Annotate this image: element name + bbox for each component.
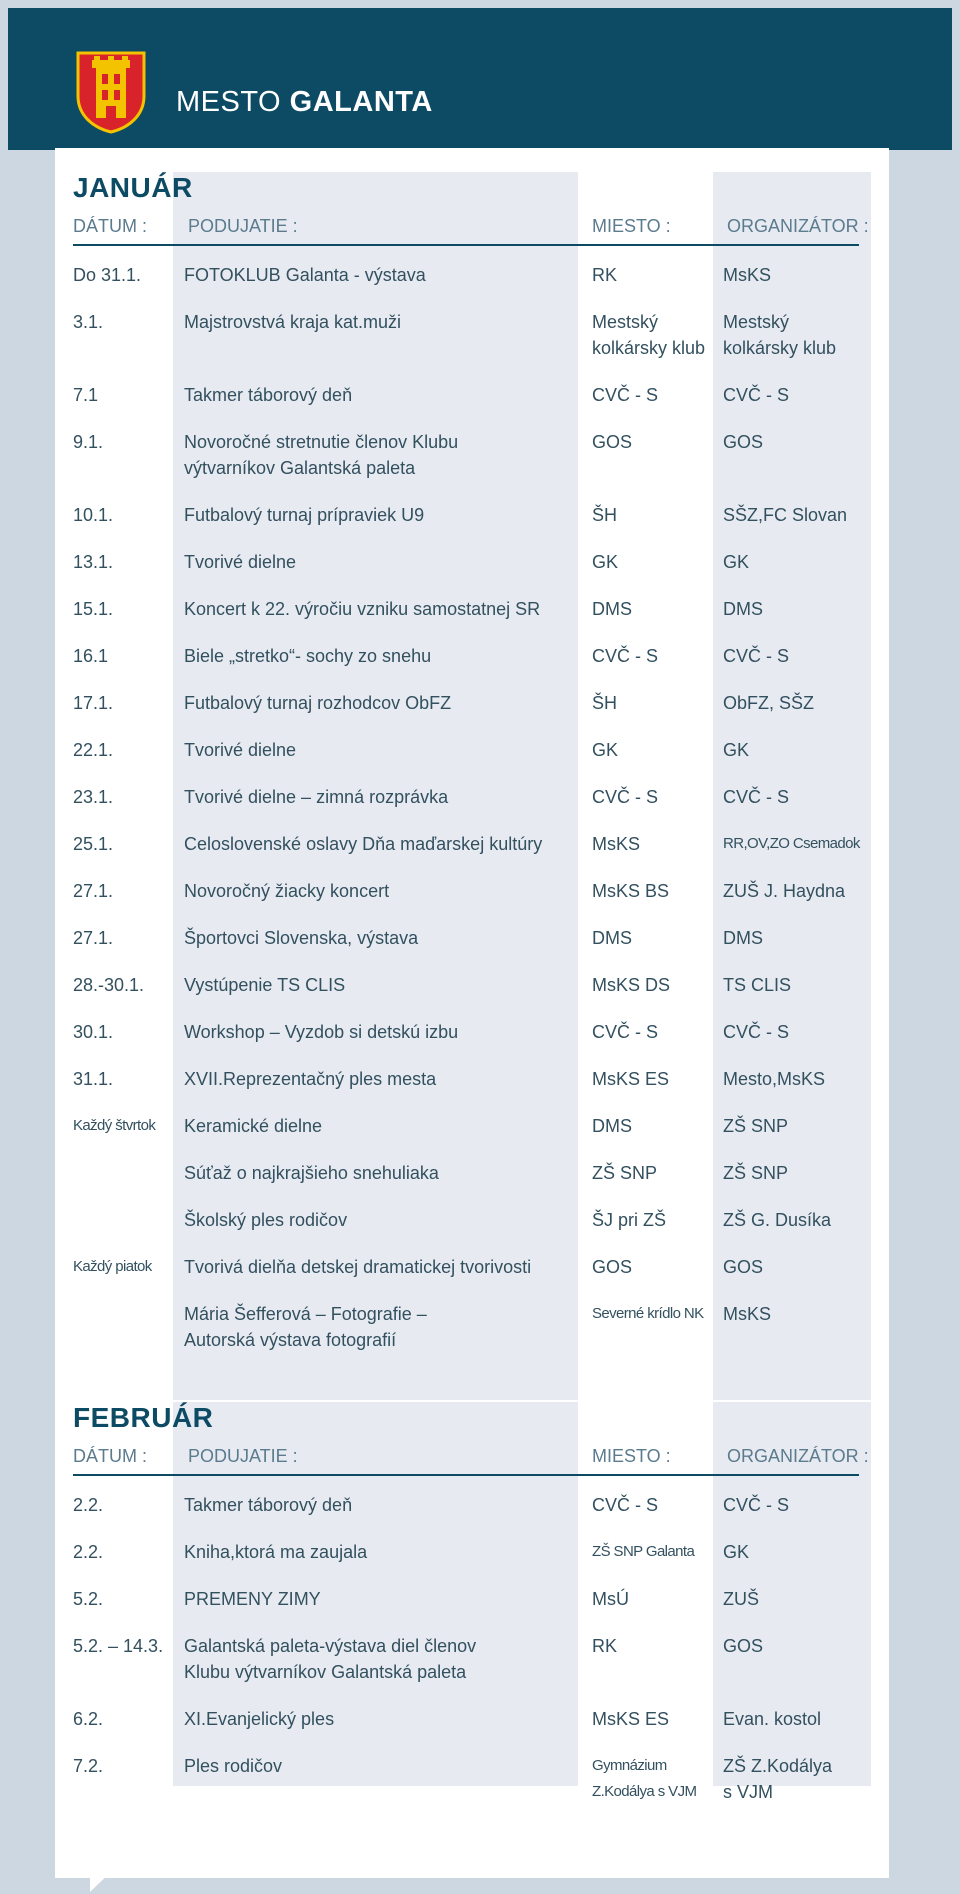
header-divider [73,1474,859,1476]
row-date: Každý štvrtok [73,1117,156,1134]
column-header-organizer: ORGANIZÁTOR : [727,1446,869,1466]
row-date: 3.1. [73,312,104,332]
row-event: PREMENY ZIMY [184,1589,321,1609]
row-organizer: SŠZ,FC Slovan [723,505,848,525]
city-title-prefix: MESTO [176,86,282,118]
row-event: Takmer táborový deň [184,1495,353,1515]
row-date: 28.-30.1. [73,975,145,995]
row-organizer: CVČ - S [723,385,790,405]
row-event: Kniha,ktorá ma zaujala [184,1542,368,1562]
row-place: ŠH [592,505,618,525]
row-place: MsKS DS [592,975,671,995]
row-place: DMS [592,599,632,619]
row-organizer: Evan. kostol [723,1709,822,1729]
row-date: 27.1. [73,928,114,948]
row-place: ŠH [592,693,618,713]
row-organizer: Mestský kolkársky klub [723,312,837,358]
column-header-place: MIESTO : [592,1446,671,1466]
row-date: 10.1. [73,505,114,525]
row-date: 2.2. [73,1495,104,1515]
month-section-february [55,1402,889,1802]
page-header [8,8,952,150]
row-organizer: CVČ - S [723,787,790,807]
row-date: 7.1 [73,385,99,405]
column-header-event: PODUJATIE : [188,216,298,236]
row-event: Tvorivé dielne – zimná rozprávka [184,787,449,807]
row-place: GK [592,552,619,572]
row-date: 6.2. [73,1709,104,1729]
row-place: RK [592,1636,618,1656]
row-organizer: GOS [723,432,764,452]
row-event: Novoročný žiacky koncert [184,881,390,901]
row-organizer: MsKS [723,1304,772,1324]
row-organizer: TS CLIS [723,975,792,995]
column-header-date: DÁTUM : [73,216,147,236]
row-event: Športovci Slovenska, výstava [184,928,419,948]
row-place: ŠJ pri ZŠ [592,1210,667,1230]
row-place: CVČ - S [592,1022,659,1042]
row-place: GK [592,740,619,760]
row-event: Novoročné stretnutie členov Klubu výtvarníkov Galantská paleta [184,432,459,478]
row-event: Súťaž o najkrajšieho snehuliaka [184,1163,439,1183]
row-date: Do 31.1. [73,265,142,285]
column-header-place: MIESTO : [592,216,671,236]
row-date: 22.1. [73,740,114,760]
row-place: GOS [592,1257,633,1277]
row-event: Tvorivá dielňa detskej dramatickej tvorivosti [184,1257,532,1277]
row-place: DMS [592,1116,632,1136]
header-divider [73,244,859,246]
row-date: 27.1. [73,881,114,901]
row-event: Futbalový turnaj rozhodcov ObFZ [184,693,452,713]
row-date: 31.1. [73,1069,114,1089]
row-event: Mária Šefferová – Fotografie – Autorská výstava fotografií [184,1304,427,1350]
row-event: XI.Evanjelický ples [184,1709,335,1729]
row-organizer: ZŠ Z.Kodálya s VJM [723,1756,833,1802]
month-title: JANUÁR [73,172,193,203]
row-place: ZŠ SNP Galanta [592,1543,695,1560]
row-date: Každý piatok [73,1258,152,1275]
row-date: 7.2. [73,1756,104,1776]
row-place: MsKS BS [592,881,670,901]
row-place: MsÚ [592,1589,629,1609]
row-event: Celoslovenské oslavy Dňa maďarskej kultúry [184,834,543,854]
row-place: Gymnázium Z.Kodálya s VJM [592,1757,697,1800]
row-organizer: CVČ - S [723,646,790,666]
row-place: CVČ - S [592,1495,659,1515]
row-date: 2.2. [73,1542,104,1562]
row-date: 13.1. [73,552,114,572]
row-date: 23.1. [73,787,114,807]
month-title: FEBRUÁR [73,1402,214,1433]
row-organizer: ZUŠ [723,1589,759,1609]
row-event: Koncert k 22. výročiu vzniku samostatnej SR [184,599,541,619]
column-header-event: PODUJATIE : [188,1446,298,1466]
row-organizer: MsKS [723,265,772,285]
row-event: Takmer táborový deň [184,385,353,405]
row-organizer: CVČ - S [723,1495,790,1515]
speech-bubble-tail [90,1844,140,1892]
row-event: Školský ples rodičov [184,1210,348,1230]
row-event: Biele „stretko“- sochy zo snehu [184,646,432,666]
row-organizer: ZŠ SNP [723,1116,789,1136]
row-organizer: ObFZ, SŠZ [723,693,815,713]
galanta-coat-of-arms-icon [74,50,148,134]
row-event: Majstrovstvá kraja kat.muži [184,312,402,332]
row-place: Mestský kolkársky klub [592,312,706,358]
row-date: 9.1. [73,432,104,452]
row-place: MsKS ES [592,1069,670,1089]
row-date: 17.1. [73,693,114,713]
row-date: 5.2. – 14.3. [73,1636,164,1656]
row-event: Tvorivé dielne [184,552,297,572]
row-place: CVČ - S [592,385,659,405]
row-place: ZŠ SNP [592,1163,658,1183]
row-place: Severné krídlo NK [592,1305,704,1322]
row-organizer: GOS [723,1636,764,1656]
row-organizer: Mesto,MsKS [723,1069,826,1089]
row-organizer: RR,OV,ZO Csemadok [723,835,860,852]
row-organizer: GOS [723,1257,764,1277]
row-place: MsKS [592,834,641,854]
row-organizer: GK [723,740,750,760]
row-event: Futbalový turnaj prípraviek U9 [184,505,425,525]
row-organizer: ZŠ G. Dusíka [723,1210,832,1230]
row-event: Galantská paleta-výstava diel členov Klubu výtvarníkov Galantská paleta [184,1636,477,1682]
row-organizer: DMS [723,928,763,948]
row-organizer: ZUŠ J. Haydna [723,881,846,901]
row-place: GOS [592,432,633,452]
row-date: 16.1 [73,646,109,666]
row-organizer: ZŠ SNP [723,1163,789,1183]
row-organizer: DMS [723,599,763,619]
row-date: 15.1. [73,599,114,619]
row-event: Tvorivé dielne [184,740,297,760]
row-place: CVČ - S [592,646,659,666]
row-organizer: CVČ - S [723,1022,790,1042]
column-header-date: DÁTUM : [73,1446,147,1466]
city-title-name: GALANTA [289,86,433,118]
row-date: 5.2. [73,1589,104,1609]
events-card [55,148,889,1878]
row-event: Ples rodičov [184,1756,283,1776]
row-event: Vystúpenie TS CLIS [184,975,346,995]
row-event: XVII.Reprezentačný ples mesta [184,1069,437,1089]
row-organizer: GK [723,1542,750,1562]
city-title [176,86,433,119]
row-date: 25.1. [73,834,114,854]
column-header-organizer: ORGANIZÁTOR : [727,216,869,236]
row-event: Keramické dielne [184,1116,323,1136]
row-event: Workshop – Vyzdob si detskú izbu [184,1022,459,1042]
row-organizer: GK [723,552,750,572]
month-section-january [55,172,889,1400]
row-place: CVČ - S [592,787,659,807]
row-place: MsKS ES [592,1709,670,1729]
row-place: DMS [592,928,632,948]
row-place: RK [592,265,618,285]
row-date: 30.1. [73,1022,114,1042]
row-event: FOTOKLUB Galanta - výstava [184,265,426,285]
